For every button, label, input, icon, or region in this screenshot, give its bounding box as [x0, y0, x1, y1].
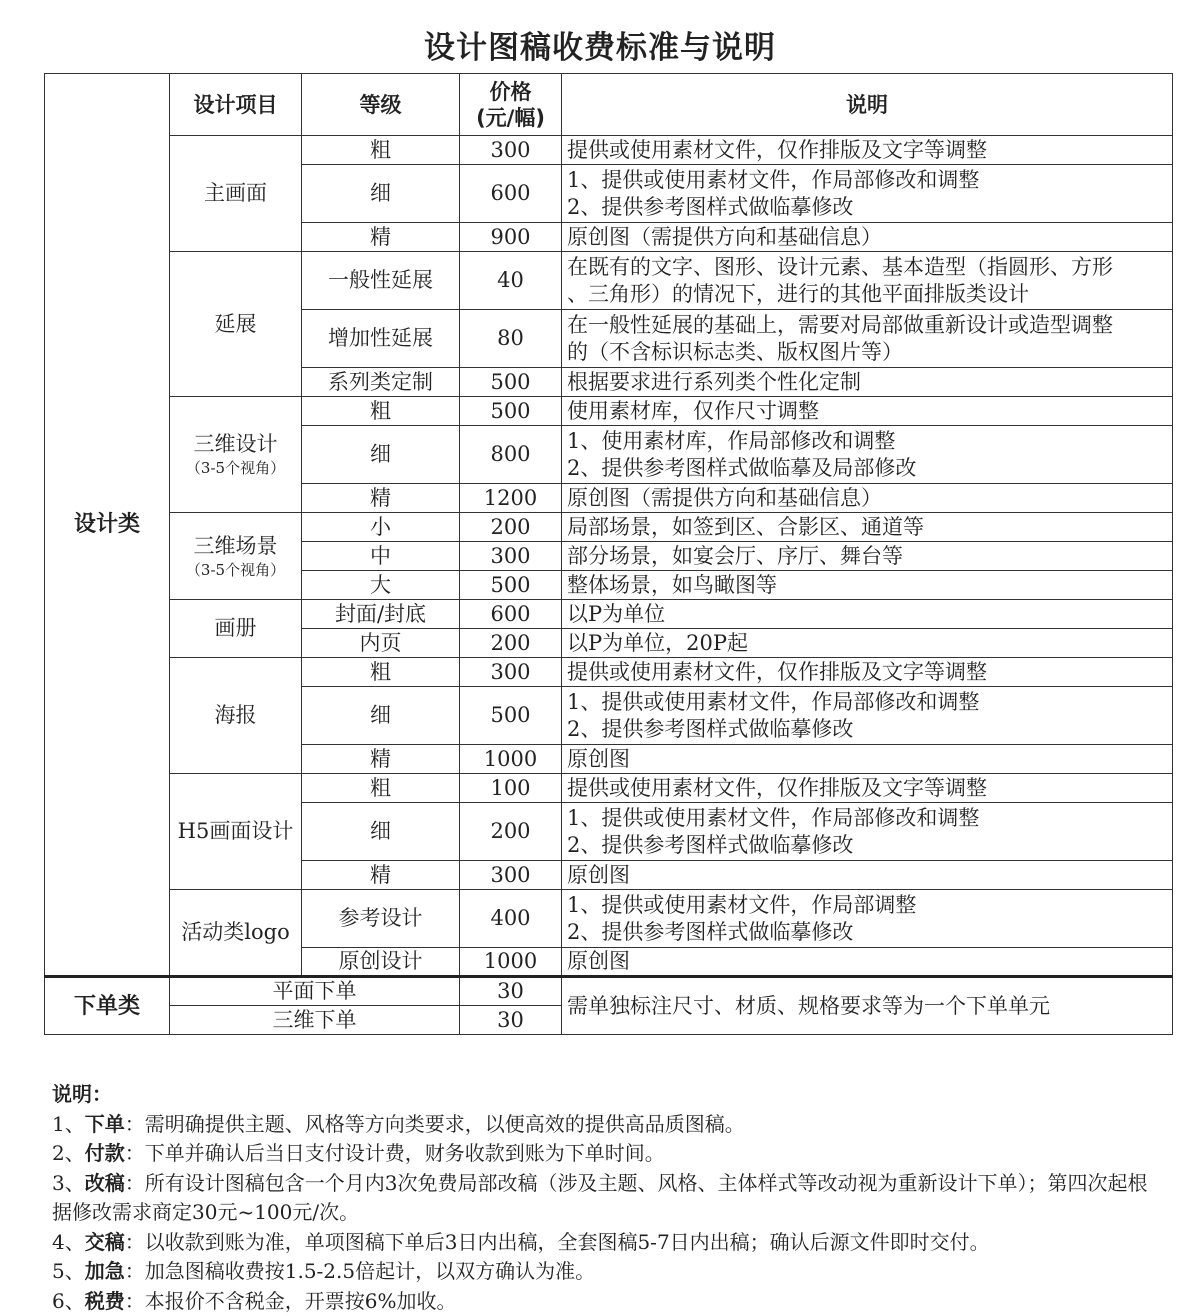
level-cell: 粗: [302, 136, 460, 165]
price-cell: 1200: [460, 484, 562, 513]
note-text: ：加急图稿收费按1.5-2.5倍起计，以双方确认为准。: [125, 1259, 595, 1283]
desc-cell: [562, 223, 1173, 252]
desc-line: 原创图: [567, 948, 1172, 975]
item-name: 三维场景: [170, 533, 301, 560]
desc-line: 原创图: [567, 862, 1172, 889]
order-item-cell: 平面下单: [170, 977, 460, 1006]
desc-line: 1、提供或使用素材文件，作局部调整: [567, 892, 1172, 919]
item-cell: [170, 513, 302, 600]
desc-cell: [562, 513, 1173, 542]
desc-cell: [562, 600, 1173, 629]
item-name: 主画面: [170, 180, 301, 207]
level-cell: 原创设计: [302, 948, 460, 977]
fee-table: [44, 73, 1173, 1035]
table-row: [45, 600, 1173, 629]
note-text: ：下单并确认后当日支付设计费，财务收款到账为下单时间。: [125, 1141, 665, 1165]
note-number: 5、: [52, 1259, 85, 1283]
note-item: [52, 1228, 1162, 1258]
desc-line: 提供或使用素材文件，仅作排版及文字等调整: [567, 775, 1172, 802]
item-subtitle: （3-5个视角）: [170, 458, 301, 478]
desc-line: 提供或使用素材文件，仅作排版及文字等调整: [567, 659, 1172, 686]
table-row: [45, 890, 1173, 948]
page-title: 设计图稿收费标准与说明: [0, 22, 1200, 67]
desc-cell: [562, 397, 1173, 426]
desc-line: 1、提供或使用素材文件，作局部修改和调整: [567, 167, 1172, 194]
note-item: [52, 1257, 1162, 1287]
desc-line: 1、提供或使用素材文件，作局部修改和调整: [567, 805, 1172, 832]
note-key: 下单: [85, 1112, 125, 1136]
desc-cell: [562, 542, 1173, 571]
desc-cell: [562, 136, 1173, 165]
header-level: 等级: [302, 74, 460, 136]
header-desc: 说明: [562, 74, 1173, 136]
level-cell: 精: [302, 861, 460, 890]
level-cell: 精: [302, 223, 460, 252]
order-desc-cell: 需单独标注尺寸、材质、规格要求等为一个下单单元: [562, 977, 1173, 1035]
price-cell: 600: [460, 600, 562, 629]
desc-line: 2、提供参考图样式做临摹修改: [567, 194, 1172, 221]
desc-line: 2、提供参考图样式做临摹修改: [567, 716, 1172, 743]
level-cell: 粗: [302, 397, 460, 426]
desc-cell: [562, 571, 1173, 600]
desc-cell: [562, 426, 1173, 484]
category-design: 设计类: [45, 74, 170, 977]
note-text: ：需明确提供主题、风格等方向类要求，以便高效的提供高品质图稿。: [125, 1112, 745, 1136]
level-cell: 粗: [302, 658, 460, 687]
level-cell: 系列类定制: [302, 368, 460, 397]
header-price-line2: (元/幅): [460, 105, 561, 131]
price-cell: 80: [460, 310, 562, 368]
level-cell: 细: [302, 803, 460, 861]
price-cell: 300: [460, 861, 562, 890]
price-cell: 30: [460, 1006, 562, 1035]
price-cell: 500: [460, 368, 562, 397]
price-cell: 200: [460, 629, 562, 658]
item-name: 画册: [170, 615, 301, 642]
level-cell: 精: [302, 484, 460, 513]
desc-line: 、三角形）的情况下，进行的其他平面排版类设计: [567, 281, 1172, 308]
note-number: 1、: [52, 1112, 85, 1136]
desc-cell: [562, 310, 1173, 368]
desc-cell: [562, 165, 1173, 223]
price-cell: 400: [460, 890, 562, 948]
header-price-line1: 价格: [460, 79, 561, 105]
note-number: 2、: [52, 1141, 85, 1165]
table-header-row: [45, 74, 1173, 136]
item-name: H5画面设计: [170, 818, 301, 845]
order-row: [45, 977, 1173, 1006]
desc-line: 在既有的文字、图形、设计元素、基本造型（指圆形、方形: [567, 254, 1172, 281]
table-row: [45, 513, 1173, 542]
desc-cell: [562, 745, 1173, 774]
table-row: [45, 774, 1173, 803]
item-name: 三维设计: [170, 431, 301, 458]
desc-line: 原创图（需提供方向和基础信息）: [567, 224, 1172, 251]
price-cell: 100: [460, 774, 562, 803]
price-cell: 30: [460, 977, 562, 1006]
header-item: 设计项目: [170, 74, 302, 136]
note-key: 改稿: [85, 1171, 125, 1195]
desc-line: 整体场景，如鸟瞰图等: [567, 572, 1172, 599]
level-cell: 精: [302, 745, 460, 774]
level-cell: 参考设计: [302, 890, 460, 948]
item-cell: [170, 600, 302, 658]
price-cell: 600: [460, 165, 562, 223]
note-number: 3、: [52, 1171, 85, 1195]
level-cell: 中: [302, 542, 460, 571]
desc-cell: [562, 890, 1173, 948]
level-cell: 细: [302, 165, 460, 223]
desc-line: 以P为单位，20P起: [567, 630, 1172, 657]
price-cell: 500: [460, 687, 562, 745]
item-cell: [170, 136, 302, 252]
category-order: 下单类: [45, 977, 170, 1035]
desc-cell: [562, 687, 1173, 745]
price-cell: 500: [460, 397, 562, 426]
desc-cell: [562, 484, 1173, 513]
table-row: [45, 397, 1173, 426]
item-name: 延展: [170, 311, 301, 338]
desc-line: 局部场景，如签到区、合影区、通道等: [567, 514, 1172, 541]
item-cell: [170, 397, 302, 513]
header-price: [460, 74, 562, 136]
desc-line: 1、使用素材库，作局部修改和调整: [567, 428, 1172, 455]
notes-heading: 说明：: [52, 1080, 1162, 1110]
desc-line: 2、提供参考图样式做临摹修改: [567, 919, 1172, 946]
desc-line: 提供或使用素材文件，仅作排版及文字等调整: [567, 137, 1172, 164]
order-item-cell: 三维下单: [170, 1006, 460, 1035]
desc-line: 部分场景，如宴会厅、序厅、舞台等: [567, 543, 1172, 570]
note-text: ：以收款到账为准，单项图稿下单后3日内出稿，全套图稿5-7日内出稿；确认后源文件即时交付。: [125, 1230, 990, 1254]
note-number: 4、: [52, 1230, 85, 1254]
note-text: ：本报价不含税金，开票按6%加收。: [125, 1289, 457, 1313]
table-row: [45, 136, 1173, 165]
note-key: 付款: [85, 1141, 125, 1165]
level-cell: 增加性延展: [302, 310, 460, 368]
desc-cell: [562, 368, 1173, 397]
desc-line: 原创图（需提供方向和基础信息）: [567, 485, 1172, 512]
level-cell: 一般性延展: [302, 252, 460, 310]
note-item: [52, 1139, 1162, 1169]
note-text: ：所有设计图稿包含一个月内3次免费局部改稿（涉及主题、风格、主体样式等改动视为重新设计下单）；第四次起根据修改需求商定30元~100元/次。: [52, 1171, 1147, 1225]
desc-cell: [562, 658, 1173, 687]
note-key: 加急: [85, 1259, 125, 1283]
note-key: 税费: [85, 1289, 125, 1313]
price-cell: 200: [460, 803, 562, 861]
item-name: 海报: [170, 702, 301, 729]
desc-line: 的（不含标识标志类、版权图片等）: [567, 339, 1172, 366]
notes-list: [52, 1110, 1162, 1316]
desc-cell: [562, 252, 1173, 310]
price-cell: 800: [460, 426, 562, 484]
item-subtitle: （3-5个视角）: [170, 560, 301, 580]
level-cell: 细: [302, 687, 460, 745]
desc-line: 根据要求进行系列类个性化定制: [567, 369, 1172, 396]
desc-line: 1、提供或使用素材文件，作局部修改和调整: [567, 689, 1172, 716]
price-cell: 1000: [460, 745, 562, 774]
desc-line: 原创图: [567, 746, 1172, 773]
level-cell: 大: [302, 571, 460, 600]
item-cell: [170, 658, 302, 774]
item-cell: [170, 890, 302, 977]
item-cell: [170, 774, 302, 890]
desc-line: 2、提供参考图样式做临摹修改: [567, 832, 1172, 859]
price-cell: 40: [460, 252, 562, 310]
item-cell: [170, 252, 302, 397]
price-cell: 900: [460, 223, 562, 252]
price-cell: 300: [460, 136, 562, 165]
price-cell: 1000: [460, 948, 562, 977]
desc-line: 使用素材库，仅作尺寸调整: [567, 398, 1172, 425]
note-number: 6、: [52, 1289, 85, 1313]
desc-cell: [562, 948, 1173, 977]
note-item: [52, 1110, 1162, 1140]
desc-cell: [562, 803, 1173, 861]
desc-cell: [562, 774, 1173, 803]
price-cell: 300: [460, 542, 562, 571]
desc-line: 以P为单位: [567, 601, 1172, 628]
desc-cell: [562, 861, 1173, 890]
level-cell: 封面/封底: [302, 600, 460, 629]
note-item: [52, 1169, 1162, 1228]
note-key: 交稿: [85, 1230, 125, 1254]
price-cell: 500: [460, 571, 562, 600]
level-cell: 细: [302, 426, 460, 484]
desc-line: 在一般性延展的基础上，需要对局部做重新设计或造型调整: [567, 312, 1172, 339]
price-cell: 300: [460, 658, 562, 687]
level-cell: 小: [302, 513, 460, 542]
level-cell: 粗: [302, 774, 460, 803]
notes-section: [52, 1080, 1162, 1316]
table-row: [45, 658, 1173, 687]
item-name: 活动类logo: [170, 919, 301, 946]
desc-cell: [562, 629, 1173, 658]
level-cell: 内页: [302, 629, 460, 658]
price-cell: 200: [460, 513, 562, 542]
table-row: [45, 252, 1173, 310]
desc-line: 2、提供参考图样式做临摹及局部修改: [567, 455, 1172, 482]
